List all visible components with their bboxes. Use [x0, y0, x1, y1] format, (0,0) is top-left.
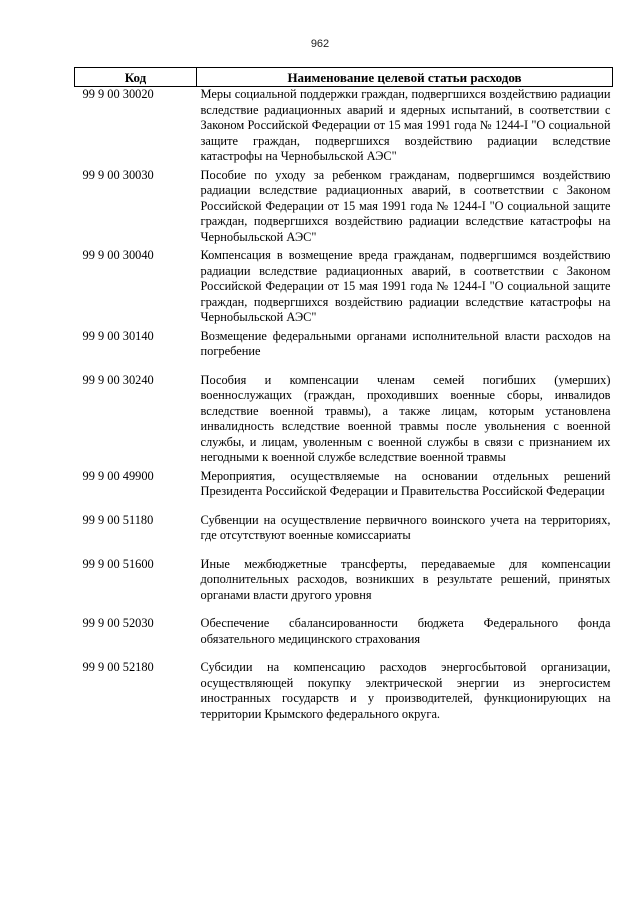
row-name: Меры социальной поддержки граждан, подвергшихся воздействию радиации вследствие радиационных аварий и ядерных испытаний, в соответствии с Законом Российской Федерации от 15 мая 1991 года № 1244-I "О социальной защите граждан, подвергшихся воздействию радиации вследствие катастрофы на Чернобыльской АЭС" [200, 87, 611, 163]
table-row [75, 616, 613, 660]
name-column-header: Наименование целевой статьи расходов [197, 68, 613, 87]
row-code: 99 9 00 30020 [82, 87, 154, 101]
budget-items-table [74, 67, 613, 725]
table-row [75, 168, 613, 249]
row-code: 99 9 00 51600 [82, 556, 154, 571]
row-name: Субвенции на осуществление первичного воинского учета на территориях, где отсутствуют военные комиссариаты [200, 512, 611, 542]
row-code: 99 9 00 30240 [82, 372, 154, 387]
table-header-row [75, 68, 613, 87]
row-code: 99 9 00 30140 [82, 328, 154, 343]
row-code: 99 9 00 52180 [82, 660, 154, 674]
row-name: Иные межбюджетные трансферты, передаваемые для компенсации дополнительных расходов, возникших в результате решений, принятых органами власти другого уровня [200, 556, 611, 602]
table-row [75, 248, 613, 329]
row-name: Субсидии на компенсацию расходов энергосбытовой организации, осуществляющей покупку электрической энергии из энергосистем иностранных государств и у производителей, функционирующих на территории Крымского федерального округа. [200, 660, 611, 721]
row-code: 99 9 00 52030 [82, 616, 154, 630]
table-row [75, 329, 613, 373]
table-row [75, 87, 613, 168]
row-name: Пособие по уходу за ребенком гражданам, подвергшимся воздействию радиации вследствие радиационных аварий, в соответствии с Законом Российской Федерации от 15 мая 1991 года № 1244-I "О социальной защите граждан, подвергшихся воздействию радиации вследствие катастрофы на Чернобыльской АЭС" [200, 167, 611, 244]
table-row [75, 373, 613, 469]
row-name: Обеспечение сбалансированности бюджета Федерального фонда обязательного медицинского страхования [200, 616, 611, 646]
table-row [75, 660, 613, 725]
row-code: 99 9 00 51180 [82, 512, 154, 527]
page-number: 962 [310, 38, 330, 50]
row-name: Компенсация в возмещение вреда гражданам, подвергшимся воздействию радиации вследствие радиационных аварий, в соответствии с Законом Российской Федерации от 15 мая 1991 года № 1244-I "О социальной защите граждан, подвергшихся воздействию радиации вследствие катастрофы на Чернобыльской АЭС" [200, 248, 611, 324]
row-name: Возмещение федеральными органами исполнительной власти расходов на погребение [200, 328, 611, 358]
row-code: 99 9 00 30030 [82, 167, 154, 182]
row-code: 99 9 00 49900 [82, 468, 154, 483]
table-row [75, 557, 613, 617]
row-name: Пособия и компенсации членам семей погибших (умерших) военнослужащих (граждан, проходивших военные сборы, инвалидов вследствие военной травмы), а также лицам, которым установлена инвалидность вследствие военной травмы после увольнения с военной службы, и лицам, уволенным с военной службы в связи с признанием их негодными к военной службе вследствие военной травмы [200, 372, 611, 464]
code-column-header: Код [75, 68, 197, 87]
table-row [75, 469, 613, 513]
table-row [75, 513, 613, 557]
row-code: 99 9 00 30040 [82, 248, 154, 262]
row-name: Мероприятия, осуществляемые на основании отдельных решений Президента Российской Федерации и Правительства Российской Федерации [200, 468, 611, 498]
